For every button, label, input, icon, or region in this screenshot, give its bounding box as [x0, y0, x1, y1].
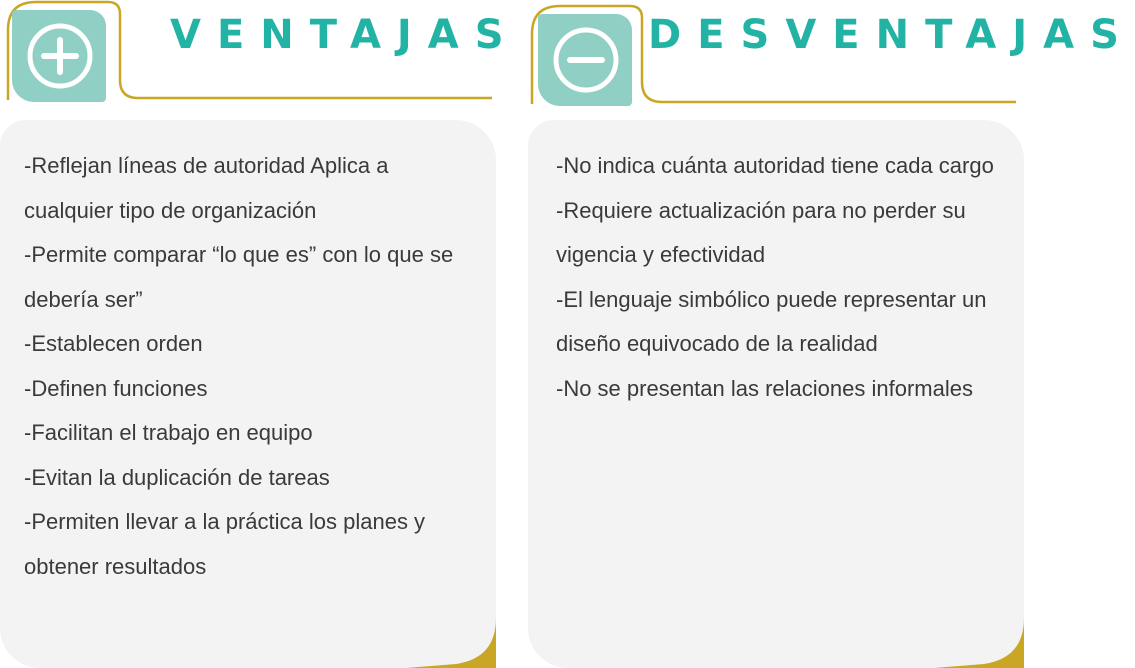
minus-circle-icon	[538, 14, 632, 106]
list-item: -Definen funciones	[24, 375, 208, 401]
list-item: -El lenguaje simbólico puede representar un diseño equivocado de la realidad	[556, 286, 987, 356]
plus-tile	[12, 10, 106, 102]
list-item: -Permiten llevar a la práctica los planes y obtener resultados	[24, 509, 426, 579]
list-item: -No se presentan las relaciones informales	[556, 375, 973, 401]
plus-circle-icon	[12, 10, 106, 102]
ventajas-title: VENTAJAS	[170, 12, 520, 58]
list-item: -Requiere actualización para no perder su vigencia y efectividad	[556, 197, 966, 267]
list-item: -No indica cuánta autoridad tiene cada cargo	[556, 153, 994, 178]
list-item: -Reflejan líneas de autoridad Aplica a cualquier tipo de organización	[24, 153, 389, 223]
desventajas-title: DESVENTAJAS	[648, 12, 1135, 58]
list-item: -Facilitan el trabajo en equipo	[24, 420, 313, 445]
ventajas-panel	[0, 0, 520, 668]
list-item: -Permite comparar “lo que es” con lo que se debería ser”	[24, 242, 454, 312]
gold-corner-accent	[934, 618, 1024, 668]
list-item: -Evitan la duplicación de tareas	[24, 464, 330, 490]
desventajas-panel	[524, 0, 1135, 668]
gold-corner-accent	[406, 618, 496, 668]
list-item: -Establecen orden	[24, 331, 203, 356]
desventajas-card	[528, 120, 1024, 668]
ventajas-card	[0, 120, 496, 668]
minus-tile	[538, 14, 632, 106]
desventajas-list	[556, 144, 996, 411]
ventajas-list	[24, 144, 474, 589]
